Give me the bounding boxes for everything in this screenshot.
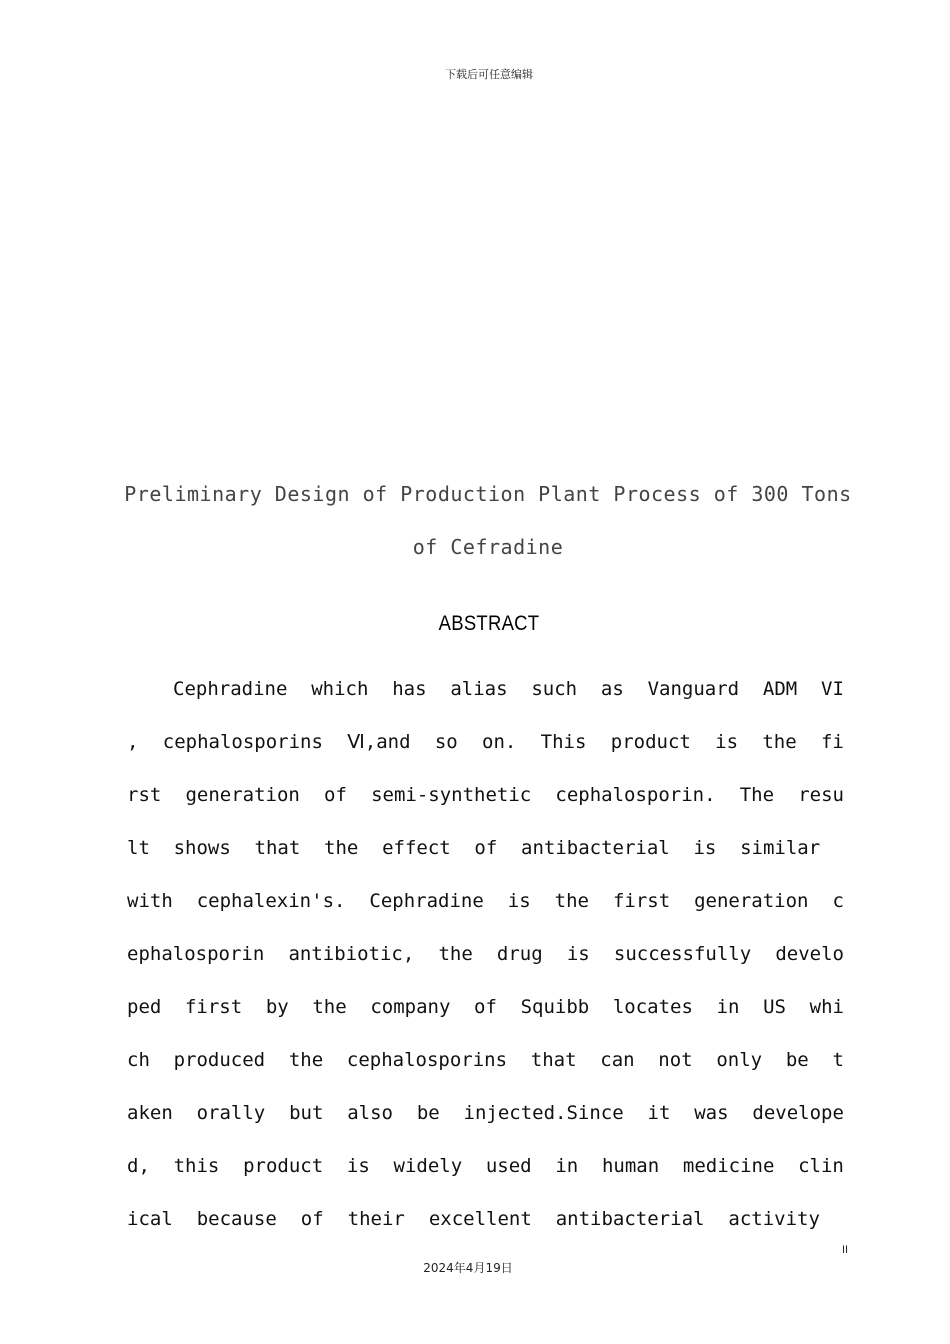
abstract-word: is (715, 731, 739, 753)
abstract-word: the (438, 943, 473, 965)
abstract-word: successfully (613, 943, 752, 965)
abstract-word: is (693, 837, 717, 859)
abstract-word: locates (612, 996, 693, 1018)
abstract-word: cephalosporins (162, 731, 323, 753)
abstract-word: is (346, 1155, 370, 1177)
abstract-word: cephalosporins (346, 1049, 508, 1071)
abstract-word: used (485, 1155, 532, 1177)
abstract-word: which (311, 678, 369, 700)
abstract-word: is (566, 943, 590, 965)
abstract-word: aken (127, 1102, 173, 1124)
abstract-word: t (832, 1049, 844, 1071)
abstract-word: antibiotic, (288, 943, 415, 965)
page-footer-date: 2024年4月19日 (423, 1261, 513, 1275)
abstract-word: antibacterial (555, 1208, 705, 1230)
abstract-line (127, 663, 844, 716)
abstract-word: rst (127, 784, 162, 806)
abstract-word: not (658, 1049, 693, 1071)
abstract-word: be (785, 1049, 809, 1071)
abstract-line (127, 716, 844, 769)
abstract-word: whi (809, 996, 844, 1018)
abstract-word: lt (127, 837, 150, 859)
abstract-word: semi-synthetic (371, 784, 532, 806)
abstract-word: c (832, 890, 844, 912)
abstract-word: so (434, 731, 458, 753)
abstract-word: , (127, 731, 139, 753)
abstract-word: product (243, 1155, 324, 1177)
abstract-line (127, 822, 844, 875)
abstract-word: has (392, 678, 427, 700)
abstract-word: develope (752, 1102, 844, 1124)
abstract-word: cephalosporin. (555, 784, 716, 806)
abstract-word: because (196, 1208, 277, 1230)
abstract-word: such (531, 678, 578, 700)
page-number: II (842, 1244, 849, 1256)
abstract-word: fi (820, 731, 844, 753)
document-title-line-2: of Cefradine (412, 535, 564, 559)
abstract-word: similar (740, 837, 821, 859)
abstract-word: Cephradine (369, 890, 484, 912)
abstract-word: in (716, 996, 740, 1018)
abstract-word: the (312, 996, 347, 1018)
abstract-word: by (265, 996, 289, 1018)
abstract-word: shows (173, 837, 231, 859)
abstract-word: excellent (428, 1208, 532, 1230)
abstract-word: orally (196, 1102, 266, 1124)
abstract-heading: ABSTRACT (438, 612, 540, 635)
abstract-word: VI (821, 678, 844, 700)
abstract-word: was (694, 1102, 729, 1124)
abstract-word: but (289, 1102, 324, 1124)
abstract-word: Cephradine (173, 678, 288, 700)
abstract-word: ical (127, 1208, 173, 1230)
abstract-word: of (300, 1208, 324, 1230)
abstract-word: only (716, 1049, 763, 1071)
abstract-word: The (739, 784, 775, 806)
abstract-word: antibacterial (521, 837, 670, 859)
abstract-body (127, 663, 844, 1246)
abstract-word: develo (775, 943, 844, 965)
abstract-line (127, 875, 844, 928)
abstract-word: ephalosporin (127, 943, 265, 965)
document-title (120, 468, 856, 574)
abstract-word: the (288, 1049, 324, 1071)
abstract-word: of (474, 996, 497, 1018)
abstract-word: the (762, 731, 797, 753)
abstract-word: the (554, 890, 589, 912)
abstract-word: that (254, 837, 301, 859)
abstract-word: that (530, 1049, 577, 1071)
abstract-line (127, 1193, 844, 1246)
abstract-line (127, 1087, 844, 1140)
abstract-word: in (555, 1155, 579, 1177)
abstract-word: this (173, 1155, 220, 1177)
abstract-word: with (127, 890, 173, 912)
abstract-word: cephalexin's. (196, 890, 346, 912)
abstract-word: is (507, 890, 531, 912)
abstract-word: product (610, 731, 691, 753)
abstract-word: d, (127, 1155, 150, 1177)
abstract-line (127, 1140, 844, 1193)
abstract-word: be (416, 1102, 440, 1124)
abstract-line (127, 981, 844, 1034)
abstract-word: Ⅵ,and (347, 731, 411, 753)
abstract-word: of (324, 784, 347, 806)
abstract-word: company (370, 996, 451, 1018)
abstract-word: drug (496, 943, 543, 965)
abstract-word: ch (127, 1049, 150, 1071)
abstract-word: injected.Since (463, 1102, 624, 1124)
abstract-word: alias (450, 678, 508, 700)
abstract-word: it (647, 1102, 671, 1124)
abstract-line (127, 769, 844, 822)
abstract-line (127, 1034, 844, 1087)
abstract-word: activity (728, 1208, 820, 1230)
abstract-word: generation (694, 890, 809, 912)
abstract-word: as (600, 678, 624, 700)
abstract-word: first (612, 890, 671, 912)
abstract-word: ped (127, 996, 162, 1018)
abstract-word: produced (173, 1049, 266, 1071)
abstract-word: Vanguard (647, 678, 740, 700)
abstract-word: effect (382, 837, 451, 859)
abstract-word: also (347, 1102, 393, 1124)
abstract-word: medicine (682, 1155, 775, 1177)
abstract-word: Squibb (520, 996, 590, 1018)
abstract-word: generation (185, 784, 300, 806)
abstract-line (127, 928, 844, 981)
abstract-word: the (324, 837, 359, 859)
abstract-word: on. (482, 731, 517, 753)
abstract-word: of (474, 837, 498, 859)
abstract-word: ADM (762, 678, 798, 700)
abstract-word: human (601, 1155, 660, 1177)
abstract-word: their (347, 1208, 405, 1230)
document-title-line-1: Preliminary Design of Production Plant Process of 300 Tons (124, 482, 852, 506)
page-header: 下载后可任意编辑 (445, 68, 533, 81)
abstract-word: can (600, 1049, 635, 1071)
abstract-word: US (763, 996, 786, 1018)
abstract-word: first (184, 996, 243, 1018)
abstract-word: clin (798, 1155, 844, 1177)
abstract-word: widely (393, 1155, 463, 1177)
abstract-word: This (540, 731, 587, 753)
abstract-word: resu (798, 784, 844, 806)
